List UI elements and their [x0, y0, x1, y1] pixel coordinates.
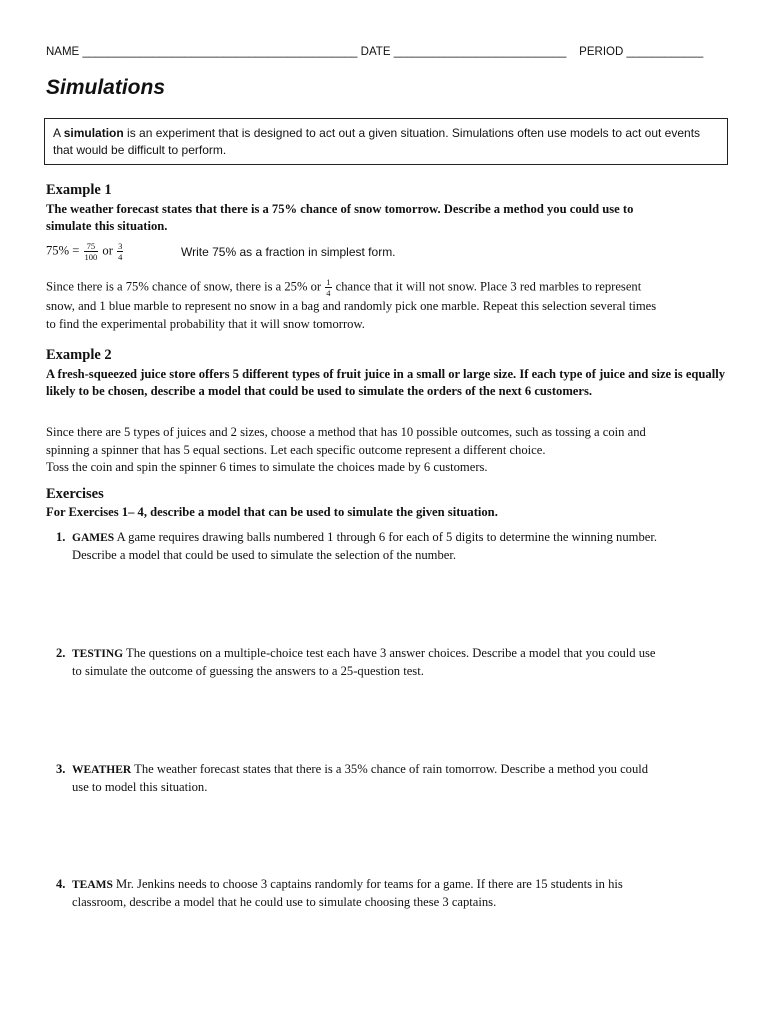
example2-solution [46, 424, 731, 477]
example2-solution-line3: Toss the coin and spin the spinner 6 times to simulate the choices made by 6 customers. [46, 460, 488, 474]
period-field[interactable]: ____________ [626, 46, 704, 58]
example2-prompt: A fresh-squeezed juice store offers 5 different types of fruit juice in a small or large size. If each type of juice and size is equally likely to be chosen, describe a model that could be used to simulate the orders of the next 6 customers. [46, 367, 726, 398]
equation-lhs: 75% = [46, 243, 80, 258]
exercise-number: 1. [56, 530, 66, 544]
name-field[interactable]: ___________________________________________ [82, 46, 358, 58]
worksheet-header [46, 46, 726, 58]
example1-prompt-line2: simulate this situation. [46, 219, 168, 233]
exercise-text-continued: to simulate the outcome of guessing the answers to a 25-question test. [72, 664, 424, 678]
exercise-text-continued: classroom, describe a model that he could use to simulate choosing these 3 captains. [72, 895, 497, 909]
example1-solution-line3: to find the experimental probability that it will snow tomorrow. [46, 316, 365, 331]
example1-prompt-line1: The weather forecast states that there is a 75% chance of snow tomorrow. Describe a method you could use to [46, 202, 634, 216]
exercise-keyword: TESTING [72, 648, 124, 660]
page-title: Simulations [46, 76, 166, 99]
definition-text: is an experiment that is designed to act out a given situation. Simulations often use models to act out events that would be difficult to perform. [53, 126, 701, 157]
exercise-text: Mr. Jenkins needs to choose 3 captains randomly for teams for a game. If there are 15 students in his [112, 877, 623, 891]
exercise-keyword: TEAMS [72, 879, 113, 891]
equation-or: or [102, 243, 113, 258]
fraction-75-100: $\frac{75}{100}$ [84, 241, 98, 262]
example1-heading: Example 1 [46, 182, 112, 198]
exercise-number: 3. [56, 762, 66, 776]
exercise-number: 2. [56, 646, 66, 660]
example1-equation [46, 241, 124, 262]
name-label: NAME [46, 46, 80, 58]
definition-box [44, 118, 728, 165]
exercise-keyword: GAMES [72, 532, 115, 544]
example2-solution-line1: Since there are 5 types of juices and 2 sizes, choose a method that has 10 possible outcomes, such as tossing a coin and [46, 425, 646, 439]
exercise-item [56, 876, 726, 911]
exercise-number: 4. [56, 877, 66, 891]
date-label: DATE [360, 46, 391, 58]
example1-prompt [46, 201, 726, 235]
definition-lead: A [53, 126, 64, 140]
definition-term: simulation [63, 126, 124, 140]
exercise-text: The questions on a multiple-choice test each have 3 answer choices. Describe a model that you could use [123, 646, 656, 660]
fraction-1-4: $\frac{1}{4}$ [326, 277, 331, 298]
fraction-3-4: $\frac{3}{4}$ [118, 241, 123, 262]
exercise-text-continued: use to model this situation. [72, 780, 208, 794]
exercise-item [56, 529, 726, 564]
exercise-text: A game requires drawing balls numbered 1 through 6 for each of 5 digits to determine the winning number. [114, 530, 657, 544]
example1-solution-line2: snow, and 1 blue marble to represent no snow in a bag and randomly pick one marble. Repeat this selection several times [46, 299, 657, 313]
date-field[interactable]: ___________________________ [393, 46, 567, 58]
period-label: PERIOD [579, 46, 624, 58]
example2-solution-line2: spinning a spinner that has 5 equal sections. Let each specific outcome represent a different choice. [46, 442, 546, 457]
exercise-text-continued: Describe a model that could be used to simulate the selection of the number. [72, 548, 456, 562]
example1-solution-line1: Since there is a 75% chance of snow, there is a 25% or $\frac{1}{4}$ chance that it will not snow. Place 3 red marbles to represent [46, 277, 642, 298]
exercise-text: The weather forecast states that there is a 35% chance of rain tomorrow. Describe a method you could [131, 762, 649, 776]
equation-note: Write 75% as a fraction in simplest form. [181, 245, 396, 259]
exercise-item [56, 761, 726, 796]
example2-heading: Example 2 [46, 347, 112, 363]
example1-solution [46, 277, 731, 333]
exercises-instructions: For Exercises 1– 4, describe a model that can be used to simulate the given situation. [46, 505, 498, 519]
exercises-heading: Exercises [46, 486, 104, 502]
exercise-item [56, 645, 726, 680]
exercise-keyword: WEATHER [72, 764, 132, 776]
